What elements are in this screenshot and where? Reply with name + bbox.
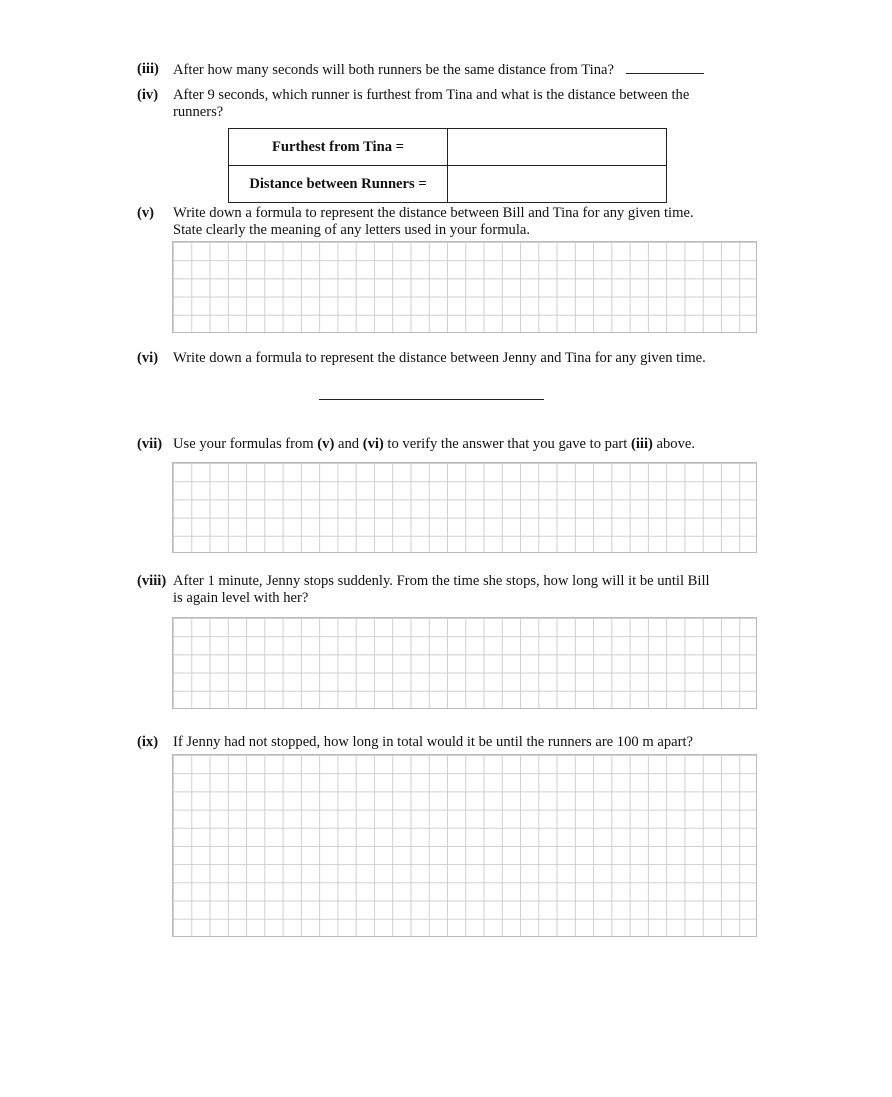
question-number: (iv) — [137, 87, 159, 103]
question-number: (iii) — [137, 61, 159, 77]
answer-grid-vii[interactable] — [172, 462, 757, 553]
question-text: Write down a formula to represent the distance between Jenny and Tina for any given time. — [173, 350, 706, 366]
furthest-label: Furthest from Tina = — [229, 129, 448, 166]
question-text: Use your formulas from (v) and (vi) to verify the answer that you gave to part (iii) above. — [173, 436, 696, 452]
table-row — [229, 166, 667, 203]
question-text-line2: State clearly the meaning of any letters used in your formula. — [173, 222, 531, 238]
answer-table — [228, 128, 667, 203]
question-text-line1: After 1 minute, Jenny stops suddenly. From the time she stops, how long will it be until Bill — [173, 573, 710, 589]
answer-grid-v[interactable] — [172, 241, 757, 333]
question-text: After how many seconds will both runners be the same distance from Tina? — [173, 62, 614, 78]
question-text-line2: is again level with her? — [173, 590, 309, 606]
answer-blank-iii[interactable] — [626, 61, 704, 74]
question-text: If Jenny had not stopped, how long in total would it be until the runners are 100 m apart? — [173, 734, 693, 750]
answer-line-vi[interactable] — [319, 399, 544, 400]
table-row — [229, 129, 667, 166]
question-number: (vi) — [137, 350, 159, 366]
question-text-line1: After 9 seconds, which runner is furthest from Tina and what is the distance between the — [173, 87, 690, 103]
furthest-answer-cell[interactable] — [448, 129, 667, 166]
distance-label: Distance between Runners = — [229, 166, 448, 203]
question-number: (ix) — [137, 734, 159, 750]
question-number: (viii) — [137, 573, 167, 589]
question-text-line2: runners? — [173, 104, 224, 120]
question-number: (v) — [137, 205, 155, 221]
question-number: (vii) — [137, 436, 163, 452]
answer-grid-viii[interactable] — [172, 617, 757, 709]
answer-grid-ix[interactable] — [172, 754, 757, 937]
distance-answer-cell[interactable] — [448, 166, 667, 203]
question-text-line1: Write down a formula to represent the distance between Bill and Tina for any given time. — [173, 205, 694, 221]
